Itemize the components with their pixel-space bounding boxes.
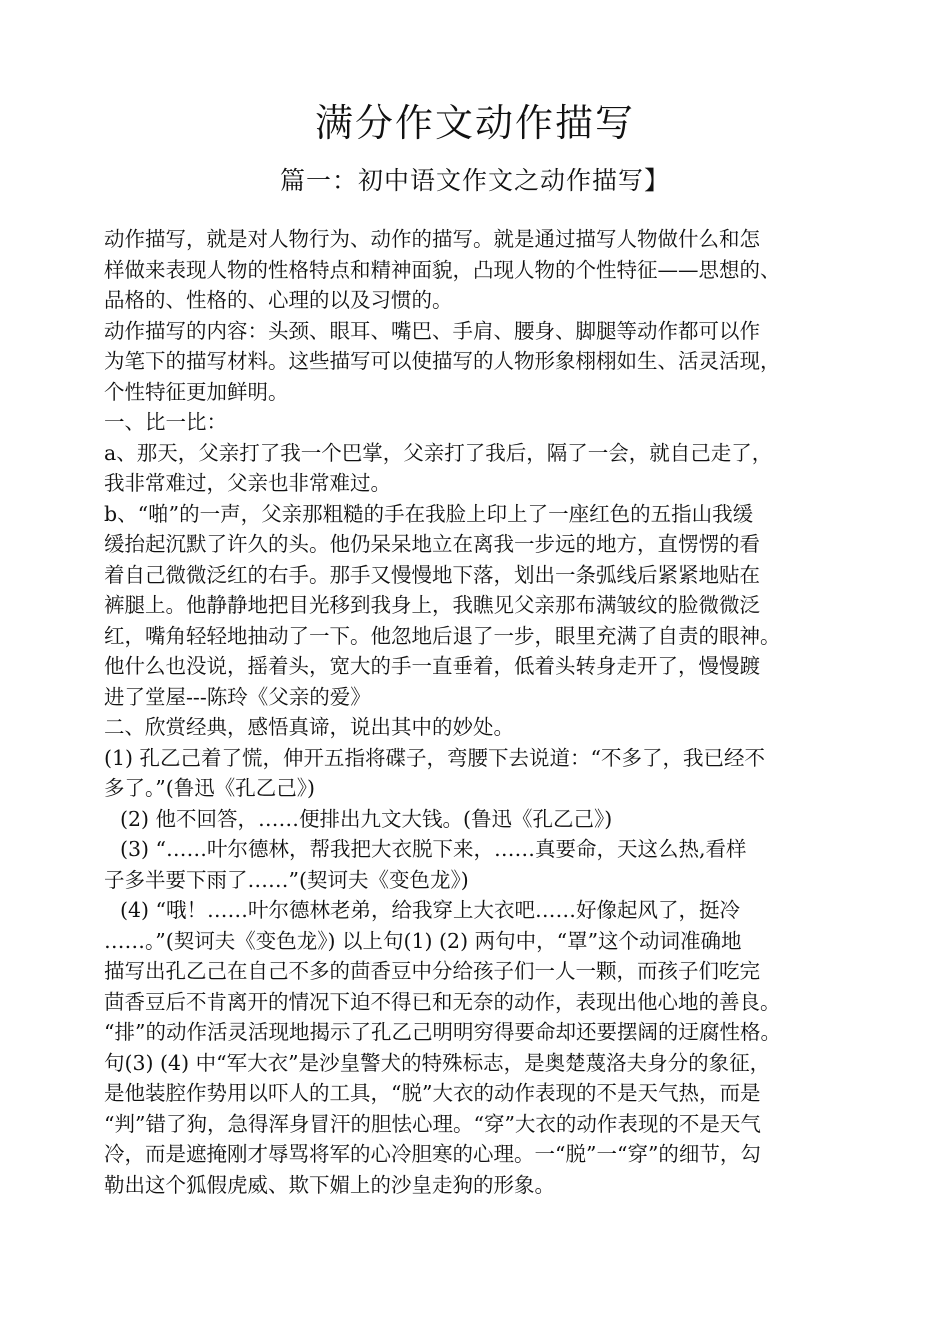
body-line: 子多半要下雨了……”(契诃夫《变色龙》) (104, 867, 469, 892)
body-line: 我非常难过，父亲也非常难过。 (104, 471, 391, 495)
body-line: 为笔下的描写材料。这些描写可以使描写的人物形象栩栩如生、活灵活现， (104, 349, 781, 373)
body-line: 缓抬起沉默了许久的头。他仍呆呆地立在离我一步远的地方，直愣愣的看 (104, 532, 760, 556)
body-line: 冷，而是遮掩刚才辱骂将军的心冷胆寒的心理。一“脱”一“穿”的细节，勾 (104, 1142, 761, 1166)
body-line: a、那天，父亲打了我一个巴掌，父亲打了我后，隔了一会，就自己走了， (104, 440, 773, 465)
body-line: 句(3) (4) 中“军大衣”是沙皇警犬的特殊标志，是奥楚蔑洛夫身分的象征， (104, 1050, 771, 1075)
body-line: 他什么也没说，摇着头，宽大的手一直垂着，低着头转身走开了，慢慢踱 (104, 654, 760, 678)
section-heading: 二、欣赏经典，感悟真谛，说出其中的妙处。 (104, 715, 514, 739)
body-line: 样做来表现人物的性格特点和精神面貌，凸现人物的个性特征——思想的、 (104, 257, 781, 282)
body-line: 勒出这个狐假虎威、欺下媚上的沙皇走狗的形象。 (104, 1172, 555, 1197)
body-line: b、“啪”的一声，父亲那粗糙的手在我脸上印上了一座红色的五指山我缓 (104, 501, 754, 526)
body-line: 动作描写的内容：头颈、眼耳、嘴巴、手肩、腰身、脚腿等动作都可以作 (104, 318, 760, 343)
body-line: 进了堂屋---陈玲《父亲的爱》 (104, 684, 371, 709)
body-line: 个性特征更加鲜明。 (104, 379, 289, 404)
body-line: (4) “哦！……叶尔德林老弟，给我穿上大衣吧……好像起风了，挺冷 (120, 898, 741, 922)
body-line: 着自己微微泛红的右手。那手又慢慢地下落，划出一条弧线后紧紧地贴在 (104, 562, 760, 587)
body-line: (3) “……叶尔德林，帮我把大衣脱下来，……真要命，天这么热,看样 (120, 837, 747, 861)
body-line: 动作描写，就是对人物行为、动作的描写。就是通过描写人物做什么和怎 (104, 227, 760, 251)
document-title: 满分作文动作描写 (314, 101, 635, 145)
document-body (104, 224, 864, 1200)
body-line: 品格的、性格的、心理的以及习惯的。 (104, 288, 453, 312)
body-line: (1) 孔乙己着了慌，伸开五指将碟子，弯腰下去说道：“不多了，我已经不 (104, 745, 766, 770)
body-line: “排”的动作活灵活现地揭示了孔乙己明明穷得要命却还要摆阔的迂腐性格。 (104, 1020, 781, 1044)
body-line: 是他装腔作势用以吓人的工具，“脱”大衣的动作表现的不是天气热，而是 (104, 1081, 761, 1105)
body-line: 裤腿上。他静静地把目光移到我身上，我瞧见父亲那布满皱纹的脸微微泛 (104, 593, 760, 617)
body-line: 茴香豆后不肯离开的情况下迫不得已和无奈的动作，表现出他心地的善良。 (104, 989, 781, 1014)
document-subtitle: 篇一：初中语文作文之动作描写】 (279, 166, 670, 195)
body-line: ……。”(契诃夫《变色龙》) 以上句(1) (2) 两句中，“罩”这个动词准确地 (104, 928, 742, 953)
body-line: 描写出孔乙己在自己不多的茴香豆中分给孩子们一人一颗，而孩子们吃完 (104, 959, 760, 983)
body-line: 多了。”(鲁迅《孔乙己》) (104, 776, 315, 800)
body-line: (2) 他不回答，……便排出九文大钱。(鲁迅《孔乙己》) (120, 806, 613, 831)
body-line: 红，嘴角轻轻地抽动了一下。他忽地后退了一步，眼里充满了自责的眼神。 (104, 623, 781, 648)
body-line: “判”错了狗，急得浑身冒汗的胆怯心理。“穿”大衣的动作表现的不是天气 (104, 1111, 761, 1136)
section-heading: 一、比一比： (104, 410, 227, 434)
